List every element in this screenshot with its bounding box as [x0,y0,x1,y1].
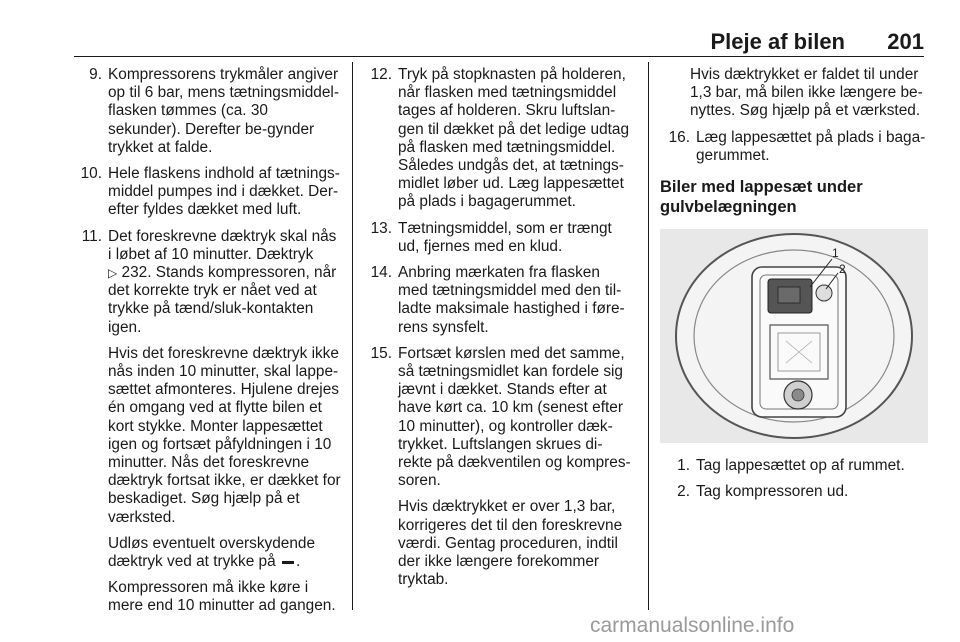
minus-button-icon [282,561,294,564]
step-number: 14. [370,264,392,282]
step-text: Det foreskrevne dæktryk skal nås i løbet af 10 minutter. Dæktryk ▷ 232. Stands kompressoren, når det korrekte tryk er nået ved at trykke på tænd/sluk-kontakten igen. [108,227,337,336]
step-number: 2. [677,483,690,501]
figure-label-1: 1 [832,246,839,261]
step-11 [72,228,344,616]
column-3 [660,66,928,509]
column-1 [72,66,344,624]
page-header [0,0,960,58]
header-rule [74,56,924,57]
step-note: Hvis dæktrykket er over 1,3 bar, korrigeres det til den foreskrevne værdi. Gentag proceduren, indtil der ikke længere forekommer tryktab. [398,498,623,589]
column-divider-2 [648,62,649,610]
page-number: 201 [887,29,924,54]
step-text: Tætningsmiddel, som er trængt ud, fjernes med en klud. [398,219,612,255]
step-number: 15. [370,344,392,362]
step-text: Anbring mærkaten fra flasken med tætningsmiddel med den til-ladte maksimale hastighed i føre-rens synsfelt. [398,264,625,336]
column-divider-1 [352,62,353,610]
step-text: Tryk på stopknasten på holderen, når flasken med tætningsmiddel tages af holderen. Skru luftslan-gen til dækket på det ledige udtag på flasken med tætningsmiddel. Således undgås det, at tætnings-midlet løber ud. Læg lappesættet på plads i bagagerummet. [398,66,630,211]
step-14 [362,264,634,337]
step-15 [362,345,634,590]
step-number: 11. [81,227,102,245]
page-ref-link[interactable]: 232 [121,264,148,282]
step-note: Kompressoren må ikke køre i mere end 10 minutter ad gangen. [108,579,336,615]
figure-label-2: 2 [839,262,846,277]
step-number: 13. [370,219,392,237]
figure-step-2 [660,483,928,501]
step-12 [362,66,634,212]
column-2 [362,66,634,597]
page-ref-arrow-icon: ▷ [108,266,118,281]
repair-kit-figure [660,229,928,443]
step-16 [660,129,928,165]
step-9 [72,66,344,157]
step-note: Hvis det foreskrevne dæktryk ikke nås inden 10 minutter, skal lappe-sættet afmonteres. Hjulene drejes én omgang ved at flytte bilen et kort stykke. Monter lappesættet igen og fortsæt påfyldningen i 10 minutter. Nås det foreskrevne dæktryk fortsat ikke, er dækket for beskadiget. Søg hjælp på et værksted. [108,344,341,526]
step-text: Fortsæt kørslen med det samme, så tætningsmidlet kan fordele sig jævnt i dækket. Stands efter at have kørt ca. 10 km (senest efter 10 minutter), og kontroller dæk-trykket. Luftslangen skrues di-rekte på dækventilen og kompres-soren. [398,344,631,490]
figure-step-1 [660,457,928,475]
step-text: Kompressorens trykmåler angiver op til 6 bar, mens tætningsmiddel-flasken tømmes (ca. 30 sekunder). Derefter be-gynder trykket at falde. [108,66,339,156]
step-text: Læg lappesættet på plads i baga-gerummet. [696,128,926,164]
step-10 [72,165,344,220]
step-number: 16. [668,128,690,146]
step-number: 9. [89,66,102,83]
step-number: 1. [677,457,690,475]
section-heading: Biler med lappesæt under gulvbelægningen [660,178,863,217]
step-text: Tag lappesættet op af rummet. [696,457,905,475]
step-text: Tag kompressoren ud. [696,483,849,501]
step-number: 10. [80,165,102,183]
step-number: 12. [370,66,392,83]
step-13 [362,220,634,256]
page-title: Pleje af bilen [710,29,845,54]
watermark: carmanualsonline.info [590,614,795,637]
step-text: Hele flaskens indhold af tætnings-middel pumpes ind i dækket. Der-efter fyldes dækket med luft. [108,165,340,219]
continuation-text: Hvis dæktrykket er faldet til under 1,3 bar, må bilen ikke længere be-nyttes. Søg hjælp på et værksted. [690,66,923,120]
step-note: Udløs eventuelt overskydende dæktryk ved at trykke på . [108,534,316,571]
spare-wheel-well-illustration [660,229,928,443]
